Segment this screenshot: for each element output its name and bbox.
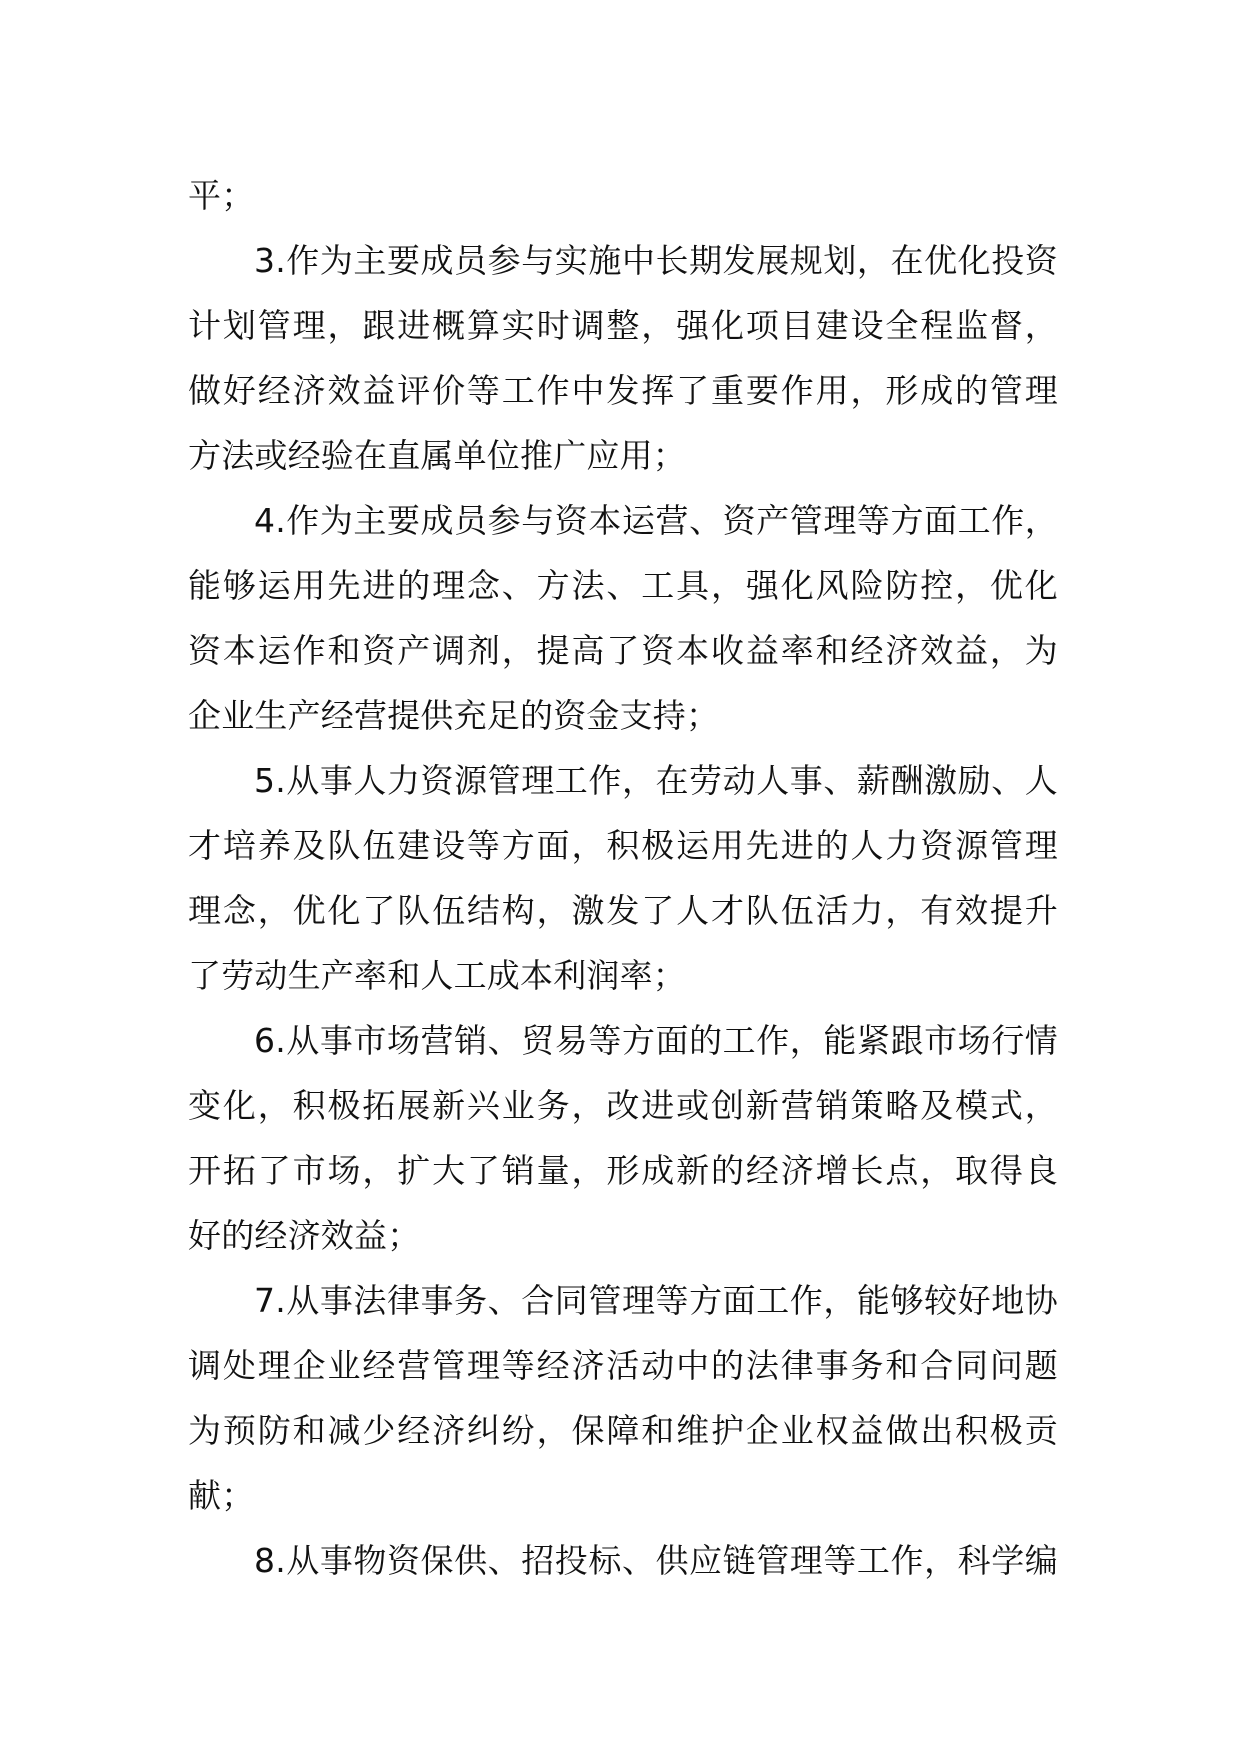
paragraph-first-line: 6.从事市场营销、贸易等方面的工作，能紧跟市场行情 bbox=[254, 1021, 1058, 1060]
text-line: 理念，优化了队伍结构，激发了人才队伍活力，有效提升 bbox=[188, 891, 1058, 930]
text-line: 能够运用先进的理念、方法、工具，强化风险防控，优化 bbox=[188, 566, 1058, 605]
text-line: 做好经济效益评价等工作中发挥了重要作用，形成的管理 bbox=[188, 371, 1058, 410]
paragraph-first-line: 5.从事人力资源管理工作，在劳动人事、薪酬激励、人 bbox=[254, 761, 1058, 800]
text-line: 好的经济效益； bbox=[188, 1216, 421, 1255]
document-body bbox=[188, 163, 1058, 1593]
text-line: 平； bbox=[188, 176, 255, 215]
text-line: 献； bbox=[188, 1476, 255, 1515]
text-line: 资本运作和资产调剂，提高了资本收益率和经济效益，为 bbox=[188, 631, 1058, 670]
text-line: 了劳动生产率和人工成本利润率； bbox=[188, 956, 686, 995]
text-line: 为预防和减少经济纠纷，保障和维护企业权益做出积极贡 bbox=[188, 1411, 1058, 1450]
paragraph-first-line: 4.作为主要成员参与资本运营、资产管理等方面工作， bbox=[254, 501, 1058, 540]
text-line: 企业生产经营提供充足的资金支持； bbox=[188, 696, 720, 735]
text-line: 开拓了市场，扩大了销量，形成新的经济增长点，取得良 bbox=[188, 1151, 1058, 1190]
text-line: 方法或经验在直属单位推广应用； bbox=[188, 436, 686, 475]
text-line: 变化，积极拓展新兴业务，改进或创新营销策略及模式， bbox=[188, 1086, 1058, 1125]
text-line: 才培养及队伍建设等方面，积极运用先进的人力资源管理 bbox=[188, 826, 1058, 865]
paragraph-first-line: 7.从事法律事务、合同管理等方面工作，能够较好地协 bbox=[254, 1281, 1058, 1320]
paragraph-first-line: 3.作为主要成员参与实施中长期发展规划，在优化投资 bbox=[254, 241, 1058, 280]
text-line: 调处理企业经营管理等经济活动中的法律事务和合同问题 bbox=[188, 1346, 1058, 1385]
paragraph-first-line: 8.从事物资保供、招投标、供应链管理等工作，科学编 bbox=[254, 1541, 1058, 1580]
text-line: 计划管理，跟进概算实时调整，强化项目建设全程监督， bbox=[188, 306, 1058, 345]
